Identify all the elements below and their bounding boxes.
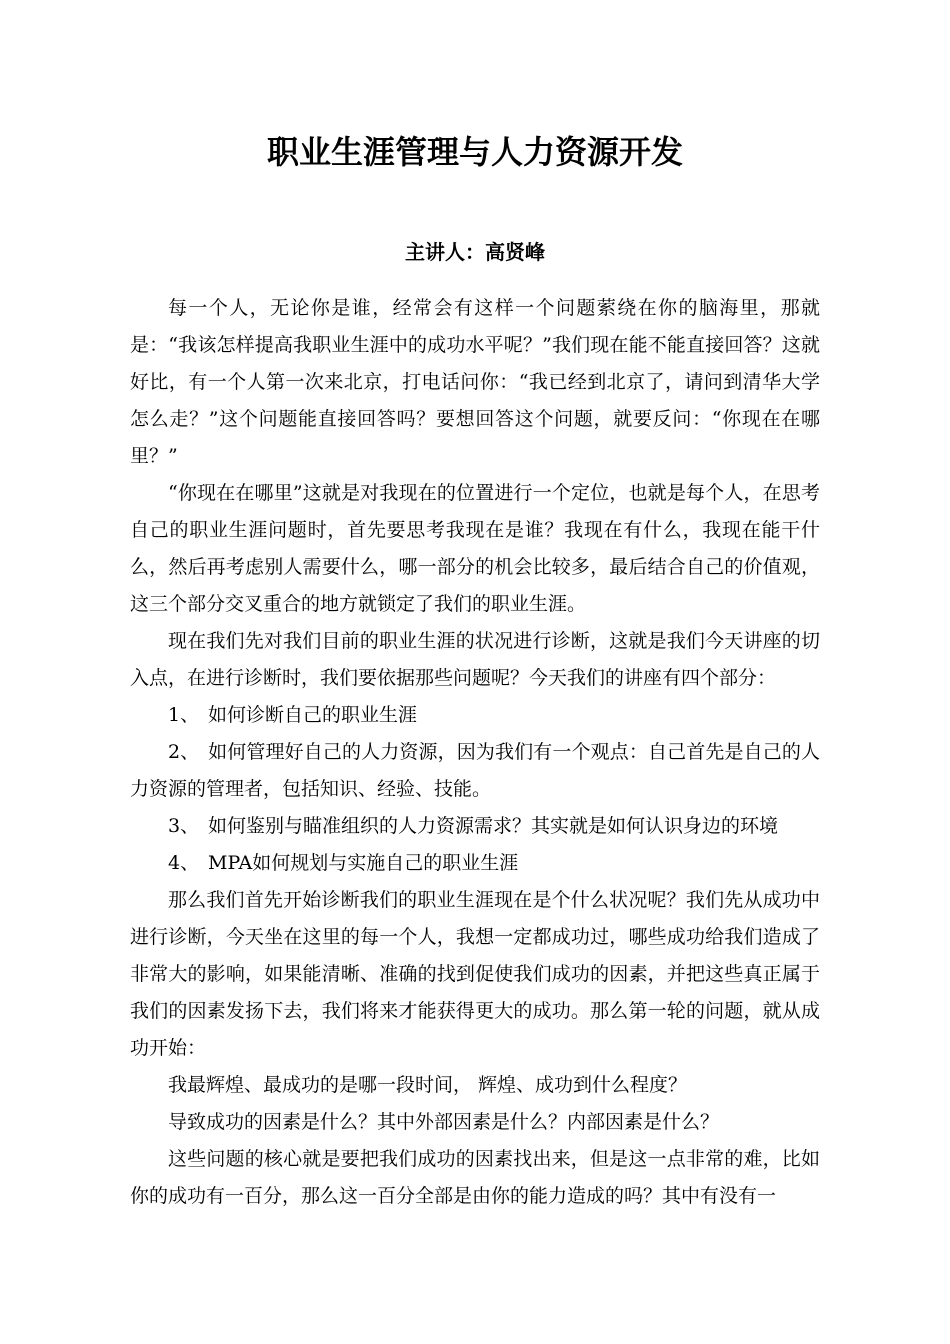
document-body xyxy=(130,290,820,1215)
list-item xyxy=(130,808,820,845)
speaker-line: 主讲人：高贤峰 xyxy=(405,240,545,264)
paragraph: 我最辉煌、最成功的是哪一段时间， 辉煌、成功到什么程度？ xyxy=(168,1074,688,1096)
paragraph: “你现在在哪里”这就是对我现在的位置进行一个定位，也就是每个人，在思考自己的职业生涯问题时，首先要思考我现在是谁？我现在有什么，我现在能干什么，然后再考虑别人需要什么，哪一部分的机会比较多，最后结合自己的价值观，这三个部分交叉重合的地方就锁定了我们的职业生涯。 xyxy=(130,482,820,615)
paragraph: 导致成功的因素是什么？其中外部因素是什么？内部因素是什么？ xyxy=(168,1111,720,1133)
list-number: 2、 xyxy=(168,741,200,763)
paragraph: 现在我们先对我们目前的职业生涯的状况进行诊断，这就是我们今天讲座的切入点，在进行诊断时，我们要依据那些问题呢？今天我们的讲座有四个部分： xyxy=(130,630,820,689)
paragraph: 那么我们首先开始诊断我们的职业生涯现在是个什么状况呢？我们先从成功中进行诊断，今天坐在这里的每一个人，我想一定都成功过，哪些成功给我们造成了非常大的影响，如果能清晰、准确的找到促使我们成功的因素，并把这些真正属于我们的因素发扬下去，我们将来才能获得更大的成功。那么第一轮的问题，就从成功开始： xyxy=(130,889,820,1059)
list-number: 4、 xyxy=(168,852,200,874)
paragraph: 这些问题的核心就是要把我们成功的因素找出来，但是这一点非常的难，比如你的成功有一百分，那么这一百分全部是由你的能力造成的吗？其中有没有一 xyxy=(130,1148,820,1207)
list-item xyxy=(130,845,820,882)
list-item xyxy=(130,734,820,808)
list-text: 如何诊断自己的职业生涯 xyxy=(208,704,418,726)
list-text: 如何鉴别与瞄准组织的人力资源需求？其实就是如何认识身边的环境 xyxy=(208,815,779,837)
list-item xyxy=(130,697,820,734)
list-number: 1、 xyxy=(168,704,200,726)
list-text: 如何管理好自己的人力资源，因为我们有一个观点：自己首先是自己的人力资源的管理者，包括知识、经验、技能。 xyxy=(130,741,820,800)
list-text: MPA如何规划与实施自己的职业生涯 xyxy=(208,852,519,874)
paragraph: 每一个人，无论你是谁，经常会有这样一个问题萦绕在你的脑海里，那就是：“我该怎样提高我职业生涯中的成功水平呢？”我们现在能不能直接回答？这就好比，有一个人第一次来北京，打电话问你：“我已经到北京了，请问到清华大学怎么走？”这个问题能直接回答吗？要想回答这个问题，就要反问：“你现在在哪里？” xyxy=(130,297,820,467)
list-number: 3、 xyxy=(168,815,200,837)
document-title: 职业生涯管理与人力资源开发 xyxy=(266,133,683,171)
